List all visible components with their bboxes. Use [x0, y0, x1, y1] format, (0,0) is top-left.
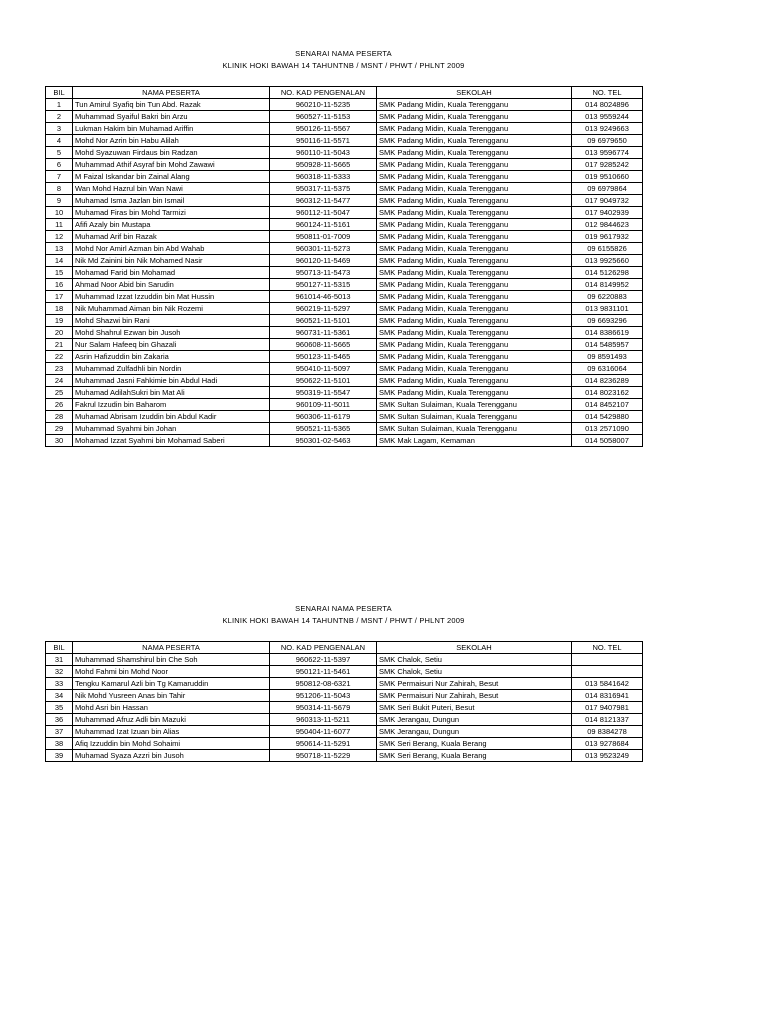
cell-ic: 960301-11-5273	[270, 243, 377, 255]
cell-ic: 960109-11-5011	[270, 399, 377, 411]
cell-tel: 014 8452107	[572, 399, 643, 411]
table-row	[46, 255, 643, 267]
table-row	[46, 207, 643, 219]
cell-nama: Nik Mohd Yusreen Anas bin Tahir	[73, 690, 270, 702]
cell-ic: 950126-11-5567	[270, 123, 377, 135]
table-row	[46, 750, 643, 762]
table-row	[46, 411, 643, 423]
cell-nama: Muhammad Izat Izuan bin Alias	[73, 726, 270, 738]
cell-sekolah: SMK Padang Midin, Kuala Terengganu	[377, 219, 572, 231]
cell-sekolah: SMK Padang Midin, Kuala Terengganu	[377, 231, 572, 243]
table-row	[46, 339, 643, 351]
cell-sekolah: SMK Seri Bukit Puteri, Besut	[377, 702, 572, 714]
cell-bil: 14	[46, 255, 73, 267]
table-row	[46, 267, 643, 279]
header-sekolah: SEKOLAH	[377, 87, 572, 99]
cell-bil: 23	[46, 363, 73, 375]
cell-sekolah: SMK Padang Midin, Kuala Terengganu	[377, 315, 572, 327]
cell-ic: 960219-11-5297	[270, 303, 377, 315]
table-row	[46, 147, 643, 159]
header-nama: NAMA PESERTA	[73, 87, 270, 99]
cell-ic: 950812-08-6321	[270, 678, 377, 690]
table-row	[46, 243, 643, 255]
section-title: SENARAI NAMA PESERTA	[295, 604, 392, 613]
cell-ic: 951206-11-5043	[270, 690, 377, 702]
cell-ic: 950718-11-5229	[270, 750, 377, 762]
cell-bil: 17	[46, 291, 73, 303]
cell-nama: Muhamad Abrisam Izuddin bin Abdul Kadir	[73, 411, 270, 423]
cell-tel: 013 9559244	[572, 111, 643, 123]
cell-nama: Muhamad Arif bin Razak	[73, 231, 270, 243]
cell-tel: 09 6979650	[572, 135, 643, 147]
cell-ic: 960124-11-5161	[270, 219, 377, 231]
cell-sekolah: SMK Padang Midin, Kuala Terengganu	[377, 135, 572, 147]
section-title: SENARAI NAMA PESERTA	[295, 49, 392, 58]
cell-nama: Mohd Nor Amirl Azman bin Abd Wahab	[73, 243, 270, 255]
table-row	[46, 726, 643, 738]
cell-sekolah: SMK Mak Lagam, Kemaman	[377, 435, 572, 447]
cell-ic: 950713-11-5473	[270, 267, 377, 279]
table-header-row	[46, 642, 643, 654]
header-ic: NO. KAD PENGENALAN	[270, 642, 377, 654]
table-row	[46, 303, 643, 315]
cell-bil: 12	[46, 231, 73, 243]
cell-nama: Muhammad Afruz Adli bin Mazuki	[73, 714, 270, 726]
cell-sekolah: SMK Padang Midin, Kuala Terengganu	[377, 339, 572, 351]
cell-bil: 36	[46, 714, 73, 726]
cell-bil: 24	[46, 375, 73, 387]
cell-nama: Muhammad Jasni Fahkimie bin Abdul Hadi	[73, 375, 270, 387]
cell-ic: 960608-11-5665	[270, 339, 377, 351]
cell-tel: 014 8023162	[572, 387, 643, 399]
cell-sekolah: SMK Padang Midin, Kuala Terengganu	[377, 279, 572, 291]
cell-ic: 960210-11-5235	[270, 99, 377, 111]
cell-nama: Muhamad AdilahSukri bin Mat Ali	[73, 387, 270, 399]
cell-tel: 019 9510660	[572, 171, 643, 183]
cell-nama: M Faizal Iskandar bin Zainal Alang	[73, 171, 270, 183]
cell-ic: 960120-11-5469	[270, 255, 377, 267]
cell-sekolah: SMK Padang Midin, Kuala Terengganu	[377, 375, 572, 387]
cell-nama: Muhamad Firas bin Mohd Tarmizi	[73, 207, 270, 219]
table-row	[46, 399, 643, 411]
cell-tel: 09 8384278	[572, 726, 643, 738]
participant-table-1	[45, 86, 643, 447]
cell-nama: Muhamad Syaza Azzri bin Jusoh	[73, 750, 270, 762]
cell-tel: 09 6155826	[572, 243, 643, 255]
table-row	[46, 135, 643, 147]
cell-tel: 014 8121337	[572, 714, 643, 726]
table-row	[46, 291, 643, 303]
participant-table-2	[45, 641, 643, 762]
cell-tel: 09 8591493	[572, 351, 643, 363]
cell-tel: 017 9049732	[572, 195, 643, 207]
cell-ic: 950319-11-5547	[270, 387, 377, 399]
cell-sekolah: SMK Padang Midin, Kuala Terengganu	[377, 183, 572, 195]
cell-bil: 30	[46, 435, 73, 447]
cell-bil: 33	[46, 678, 73, 690]
cell-sekolah: SMK Permaisuri Nur Zahirah, Besut	[377, 678, 572, 690]
cell-ic: 960318-11-5333	[270, 171, 377, 183]
header-tel: NO. TEL	[572, 87, 643, 99]
cell-nama: Mohd Shazwi bin Rani	[73, 315, 270, 327]
cell-nama: Muhammad Syaiful Bakri bin Arzu	[73, 111, 270, 123]
cell-bil: 31	[46, 654, 73, 666]
table-row	[46, 690, 643, 702]
cell-sekolah: SMK Padang Midin, Kuala Terengganu	[377, 171, 572, 183]
cell-sekolah: SMK Padang Midin, Kuala Terengganu	[377, 147, 572, 159]
cell-bil: 16	[46, 279, 73, 291]
table-row	[46, 171, 643, 183]
cell-nama: Lukman Hakim bin Muhamad Ariffin	[73, 123, 270, 135]
table-row	[46, 738, 643, 750]
cell-tel: 014 8024896	[572, 99, 643, 111]
cell-tel: 019 9617932	[572, 231, 643, 243]
cell-tel: 014 5485957	[572, 339, 643, 351]
cell-bil: 35	[46, 702, 73, 714]
cell-sekolah: SMK Padang Midin, Kuala Terengganu	[377, 363, 572, 375]
cell-bil: 19	[46, 315, 73, 327]
header-bil: BIL	[46, 642, 73, 654]
table-row	[46, 231, 643, 243]
cell-tel: 013 9925660	[572, 255, 643, 267]
cell-tel: 013 5841642	[572, 678, 643, 690]
cell-sekolah: SMK Sultan Sulaiman, Kuala Terengganu	[377, 423, 572, 435]
cell-ic: 950521-11-5365	[270, 423, 377, 435]
cell-nama: Nik Md Zainini bin Nik Mohamed Nasir	[73, 255, 270, 267]
cell-sekolah: SMK Padang Midin, Kuala Terengganu	[377, 351, 572, 363]
table-body-1	[46, 99, 643, 447]
cell-sekolah: SMK Jerangau, Dungun	[377, 726, 572, 738]
cell-sekolah: SMK Padang Midin, Kuala Terengganu	[377, 123, 572, 135]
cell-sekolah: SMK Padang Midin, Kuala Terengganu	[377, 195, 572, 207]
cell-ic: 960112-11-5047	[270, 207, 377, 219]
cell-nama: Mohamad Farid bin Mohamad	[73, 267, 270, 279]
cell-tel	[572, 654, 643, 666]
table-row	[46, 195, 643, 207]
cell-nama: Mohd Nor Azrin bin Habu Alilah	[73, 135, 270, 147]
section-subtitle: KLINIK HOKI BAWAH 14 TAHUNTNB / MSNT / PHWT / PHLNT 2009	[222, 61, 465, 70]
table-row	[46, 327, 643, 339]
table-row	[46, 375, 643, 387]
cell-tel: 014 8236289	[572, 375, 643, 387]
cell-tel: 012 9844623	[572, 219, 643, 231]
header-nama: NAMA PESERTA	[73, 642, 270, 654]
cell-tel: 013 9831101	[572, 303, 643, 315]
cell-sekolah: SMK Padang Midin, Kuala Terengganu	[377, 159, 572, 171]
cell-nama: Muhammad Izzat Izzuddin bin Mat Hussin	[73, 291, 270, 303]
cell-ic: 950127-11-5315	[270, 279, 377, 291]
cell-sekolah: SMK Padang Midin, Kuala Terengganu	[377, 291, 572, 303]
cell-bil: 18	[46, 303, 73, 315]
cell-bil: 20	[46, 327, 73, 339]
cell-tel	[572, 666, 643, 678]
cell-nama: Muhamad Isma Jazlan bin Ismail	[73, 195, 270, 207]
table-row	[46, 423, 643, 435]
table-row	[46, 666, 643, 678]
cell-bil: 5	[46, 147, 73, 159]
cell-ic: 950404-11-6077	[270, 726, 377, 738]
cell-nama: Nik Muhammad Aiman bin Nik Rozemi	[73, 303, 270, 315]
header-bil: BIL	[46, 87, 73, 99]
table-row	[46, 123, 643, 135]
cell-tel: 013 9596774	[572, 147, 643, 159]
cell-bil: 6	[46, 159, 73, 171]
table-row	[46, 363, 643, 375]
cell-nama: Muhammad Shamshirul bin Che Soh	[73, 654, 270, 666]
cell-tel: 09 6220883	[572, 291, 643, 303]
cell-ic: 961014-46-5013	[270, 291, 377, 303]
cell-tel: 017 9407981	[572, 702, 643, 714]
cell-bil: 28	[46, 411, 73, 423]
cell-ic: 960731-11-5361	[270, 327, 377, 339]
cell-nama: Asrin Hafizuddin bin Zakaria	[73, 351, 270, 363]
cell-sekolah: SMK Padang Midin, Kuala Terengganu	[377, 111, 572, 123]
cell-bil: 10	[46, 207, 73, 219]
cell-ic: 950314-11-5679	[270, 702, 377, 714]
cell-tel: 017 9285242	[572, 159, 643, 171]
cell-sekolah: SMK Padang Midin, Kuala Terengganu	[377, 99, 572, 111]
cell-ic: 950928-11-5665	[270, 159, 377, 171]
table-header-row	[46, 87, 643, 99]
cell-bil: 8	[46, 183, 73, 195]
table-row	[46, 714, 643, 726]
cell-nama: Mohd Syazuwan Firdaus bin Radzan	[73, 147, 270, 159]
header-ic: NO. KAD PENGENALAN	[270, 87, 377, 99]
cell-bil: 7	[46, 171, 73, 183]
cell-nama: Tengku Kamarul Azli bin Tg Kamaruddin	[73, 678, 270, 690]
cell-sekolah: SMK Seri Berang, Kuala Berang	[377, 738, 572, 750]
cell-bil: 29	[46, 423, 73, 435]
cell-nama: Fakrul Izzudin bin Baharom	[73, 399, 270, 411]
cell-bil: 25	[46, 387, 73, 399]
cell-bil: 3	[46, 123, 73, 135]
cell-tel: 09 6979864	[572, 183, 643, 195]
cell-bil: 32	[46, 666, 73, 678]
cell-bil: 37	[46, 726, 73, 738]
cell-bil: 22	[46, 351, 73, 363]
table-row	[46, 99, 643, 111]
table-row	[46, 111, 643, 123]
cell-bil: 34	[46, 690, 73, 702]
cell-bil: 1	[46, 99, 73, 111]
table-row	[46, 678, 643, 690]
table-body-2	[46, 654, 643, 762]
cell-sekolah: SMK Seri Berang, Kuala Berang	[377, 750, 572, 762]
cell-sekolah: SMK Padang Midin, Kuala Terengganu	[377, 303, 572, 315]
cell-nama: Muhammad Athif Asyraf bin Mohd Zawawi	[73, 159, 270, 171]
table-row	[46, 654, 643, 666]
cell-tel: 017 9402939	[572, 207, 643, 219]
cell-tel: 014 8149952	[572, 279, 643, 291]
table-row	[46, 351, 643, 363]
cell-tel: 014 8386619	[572, 327, 643, 339]
table-row	[46, 702, 643, 714]
cell-tel: 013 9278684	[572, 738, 643, 750]
cell-sekolah: SMK Chalok, Setiu	[377, 654, 572, 666]
participant-list-section-1	[45, 48, 642, 447]
cell-nama: Wan Mohd Hazrul bin Wan Nawi	[73, 183, 270, 195]
cell-tel: 014 5126298	[572, 267, 643, 279]
cell-tel: 09 6316064	[572, 363, 643, 375]
cell-bil: 39	[46, 750, 73, 762]
cell-nama: Afiq Izzuddin bin Mohd Sohaimi	[73, 738, 270, 750]
cell-nama: Tun Amirul Syafiq bin Tun Abd. Razak	[73, 99, 270, 111]
cell-bil: 11	[46, 219, 73, 231]
table-row	[46, 435, 643, 447]
cell-tel: 014 5058007	[572, 435, 643, 447]
table-row	[46, 315, 643, 327]
cell-ic: 960521-11-5101	[270, 315, 377, 327]
cell-ic: 960622-11-5397	[270, 654, 377, 666]
cell-ic: 950301-02-5463	[270, 435, 377, 447]
cell-nama: Mohd Fahmi bin Mohd Noor	[73, 666, 270, 678]
cell-ic: 950121-11-5461	[270, 666, 377, 678]
cell-nama: Ahmad Noor Abid bin Sarudin	[73, 279, 270, 291]
table-row	[46, 183, 643, 195]
cell-ic: 960527-11-5153	[270, 111, 377, 123]
cell-sekolah: SMK Padang Midin, Kuala Terengganu	[377, 267, 572, 279]
cell-sekolah: SMK Jerangau, Dungun	[377, 714, 572, 726]
cell-bil: 4	[46, 135, 73, 147]
table-row	[46, 219, 643, 231]
cell-tel: 013 9523249	[572, 750, 643, 762]
cell-bil: 21	[46, 339, 73, 351]
cell-bil: 38	[46, 738, 73, 750]
cell-ic: 950123-11-5465	[270, 351, 377, 363]
cell-sekolah: SMK Chalok, Setiu	[377, 666, 572, 678]
cell-ic: 960306-11-6179	[270, 411, 377, 423]
cell-nama: Mohd Asri bin Hassan	[73, 702, 270, 714]
cell-ic: 950622-11-5101	[270, 375, 377, 387]
cell-bil: 2	[46, 111, 73, 123]
cell-bil: 13	[46, 243, 73, 255]
section-subtitle: KLINIK HOKI BAWAH 14 TAHUNTNB / MSNT / PHWT / PHLNT 2009	[222, 616, 465, 625]
cell-nama: Muhammad Zulfadhli bin Nordin	[73, 363, 270, 375]
cell-tel: 013 2571090	[572, 423, 643, 435]
cell-tel: 013 9249663	[572, 123, 643, 135]
cell-bil: 9	[46, 195, 73, 207]
cell-bil: 15	[46, 267, 73, 279]
table-row	[46, 387, 643, 399]
cell-ic: 960110-11-5043	[270, 147, 377, 159]
cell-sekolah: SMK Sultan Sulaiman, Kuala Terengganu	[377, 399, 572, 411]
cell-sekolah: SMK Permaisuri Nur Zahirah, Besut	[377, 690, 572, 702]
cell-tel: 014 5429880	[572, 411, 643, 423]
cell-nama: Muhammad Syahmi bin Johan	[73, 423, 270, 435]
cell-sekolah: SMK Sultan Sulaiman, Kuala Terengganu	[377, 411, 572, 423]
cell-tel: 09 6693296	[572, 315, 643, 327]
table-row	[46, 159, 643, 171]
participant-list-section-2	[45, 603, 642, 762]
cell-ic: 960313-11-5211	[270, 714, 377, 726]
cell-ic: 950116-11-5571	[270, 135, 377, 147]
cell-nama: Nur Salam Hafeeq bin Ghazali	[73, 339, 270, 351]
header-sekolah: SEKOLAH	[377, 642, 572, 654]
header-tel: NO. TEL	[572, 642, 643, 654]
cell-ic: 950317-11-5375	[270, 183, 377, 195]
cell-ic: 950811-01-7009	[270, 231, 377, 243]
cell-sekolah: SMK Padang Midin, Kuala Terengganu	[377, 207, 572, 219]
cell-sekolah: SMK Padang Midin, Kuala Terengganu	[377, 327, 572, 339]
table-row	[46, 279, 643, 291]
cell-nama: Afifi Azaly bin Mustapa	[73, 219, 270, 231]
cell-bil: 26	[46, 399, 73, 411]
cell-sekolah: SMK Padang Midin, Kuala Terengganu	[377, 243, 572, 255]
cell-sekolah: SMK Padang Midin, Kuala Terengganu	[377, 387, 572, 399]
cell-nama: Mohd Shahrul Ezwan bin Jusoh	[73, 327, 270, 339]
cell-ic: 950614-11-5291	[270, 738, 377, 750]
cell-tel: 014 8316941	[572, 690, 643, 702]
cell-sekolah: SMK Padang Midin, Kuala Terengganu	[377, 255, 572, 267]
cell-nama: Mohamad Izzat Syahmi bin Mohamad Saberi	[73, 435, 270, 447]
cell-ic: 960312-11-5477	[270, 195, 377, 207]
cell-ic: 950410-11-5097	[270, 363, 377, 375]
